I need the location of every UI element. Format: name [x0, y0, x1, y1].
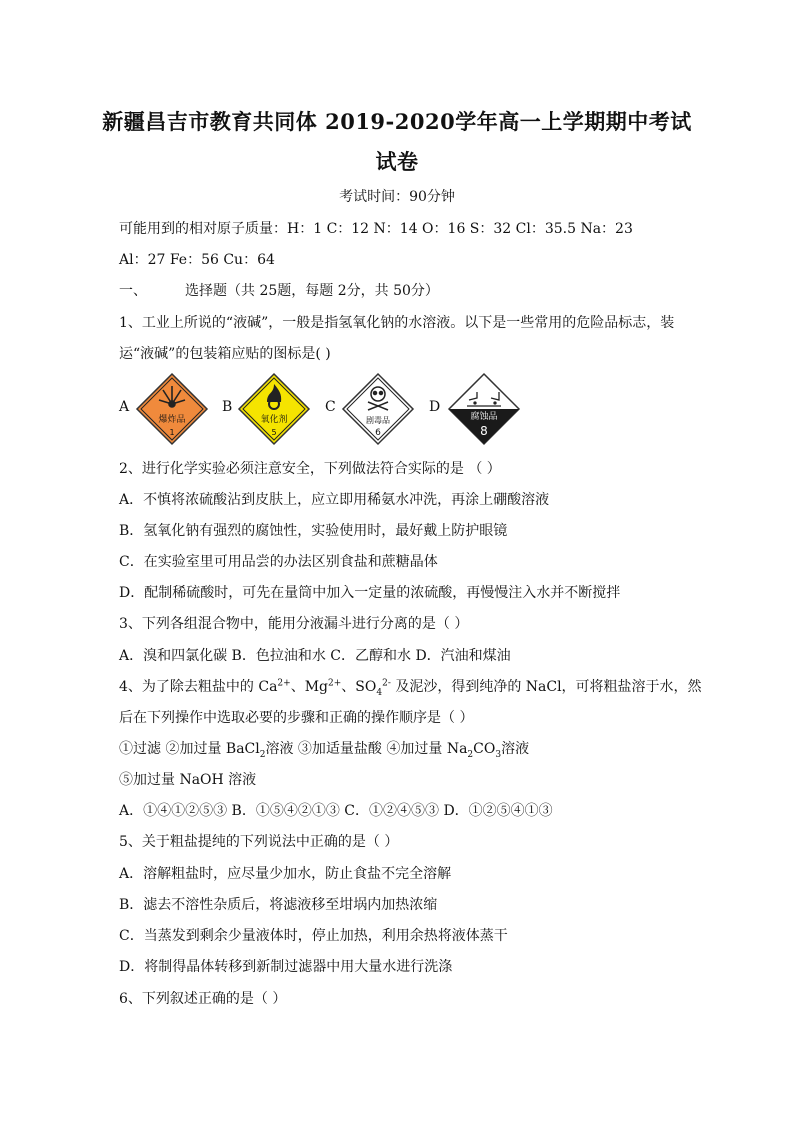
sign-b-label: 氧化剂	[260, 415, 288, 425]
sign-c-label: 剧毒品	[366, 416, 390, 425]
q4-operations: ①过滤 ②加过量 BaCl$_2$溶液 ③加适量盐酸 ④加过量 $Na_2CO_3$溶液	[119, 741, 530, 760]
q2-option-c: C．在实验室里可用品尝的办法区别食盐和蔗糖晶体	[119, 554, 438, 570]
option-letter-d: D	[429, 399, 441, 415]
q2-option-a: A．不慎将浓硫酸沾到皮肤上，应立即用稀氨水冲洗，再涂上硼酸溶液	[119, 492, 550, 508]
q5-option-d: D．将制得晶体转移到新制过滤器中用大量水进行洗涤	[119, 959, 453, 975]
atomic-masses-line2: Al：27 Fe：56 Cu：64	[119, 252, 275, 268]
option-letter-c: C	[325, 399, 336, 415]
sign-c-number: 6	[375, 428, 381, 438]
sign-b-number: 5	[271, 428, 277, 437]
q5-option-b: B．滤去不溶性杂质后，将滤液移至坩埚内加热浓缩	[119, 897, 438, 913]
sign-d-number: 8	[480, 424, 488, 438]
section-title: 选择题（共 25题，每题 2分，共 50分）	[185, 283, 439, 299]
section-heading	[119, 280, 439, 300]
q6-stem: 6、下列叙述正确的是（ ）	[119, 991, 287, 1007]
sign-d-label: 腐蚀品	[470, 412, 498, 422]
q5-option-c: C．当蒸发到剩余少量液体时，停止加热，利用余热将液体蒸干	[119, 928, 508, 944]
q4-stem-line1: 4、为了除去粗盐中的 $Ca^{2+}$、$Mg^{2+}$、$SO_4^{2-}$ 及泥沙，得到纯净的 NaCl，可将粗盐溶于水，然	[119, 678, 702, 698]
q2-stem: 2、进行化学实验必须注意安全，下列做法符合实际的是 （ ）	[119, 461, 501, 477]
q4-operation-5: ⑤加过量 NaOH 溶液	[119, 772, 257, 788]
sign-a-number: 1	[169, 428, 175, 437]
section-number: 一、	[119, 283, 147, 299]
q2-option-b: B．氢氧化钠有强烈的腐蚀性，实验使用时，最好戴上防护眼镜	[119, 523, 508, 539]
oxidizer-sign	[237, 372, 311, 446]
explosive-sign	[135, 372, 209, 446]
toxic-sign	[341, 372, 415, 446]
page-title-continued: 试卷	[375, 149, 419, 174]
option-letter-b: B	[222, 399, 233, 415]
atomic-masses-line1: 可能用到的相对原子质量：H：1 C：12 N：14 O：16 S：32 Cl：35.5 Na：23	[119, 221, 633, 237]
hazard-signs-row	[119, 372, 539, 446]
exam-time: 考试时间：90分钟	[339, 189, 455, 205]
q4-stem-line2: 后在下列操作中选取必要的步骤和正确的操作顺序是（ ）	[119, 710, 474, 726]
q1-stem-line2: 运“液碱”的包装箱应贴的图标是( )	[119, 346, 331, 362]
q1-stem-line1: 1、工业上所说的“液碱”，一般是指氢氧化钠的水溶液。以下是一些常用的危险品标志，装	[119, 315, 675, 331]
q5-stem: 5、关于粗盐提纯的下列说法中正确的是（ ）	[119, 834, 399, 850]
q4-options: A．①④①②⑤③ B．①⑤④②①③ C．①②④⑤③ D．①②⑤④①③	[119, 803, 553, 819]
q3-options: A．溴和四氯化碳 B．色拉油和水 C．乙醇和水 D．汽油和煤油	[119, 648, 511, 664]
q2-option-d: D．配制稀硫酸时，可先在量筒中加入一定量的浓硫酸，再慢慢注入水并不断搅拌	[119, 585, 621, 601]
option-letter-a: A	[119, 399, 130, 415]
page-title: 新疆昌吉市教育共同体 2019-2020学年高一上学期期中考试	[102, 109, 692, 134]
corrosive-sign	[447, 372, 521, 446]
q5-option-a: A．溶解粗盐时，应尽量少加水，防止食盐不完全溶解	[119, 866, 452, 882]
q3-stem: 3、下列各组混合物中，能用分液漏斗进行分离的是（ ）	[119, 616, 469, 632]
sign-a-label: 爆炸品	[158, 415, 186, 425]
